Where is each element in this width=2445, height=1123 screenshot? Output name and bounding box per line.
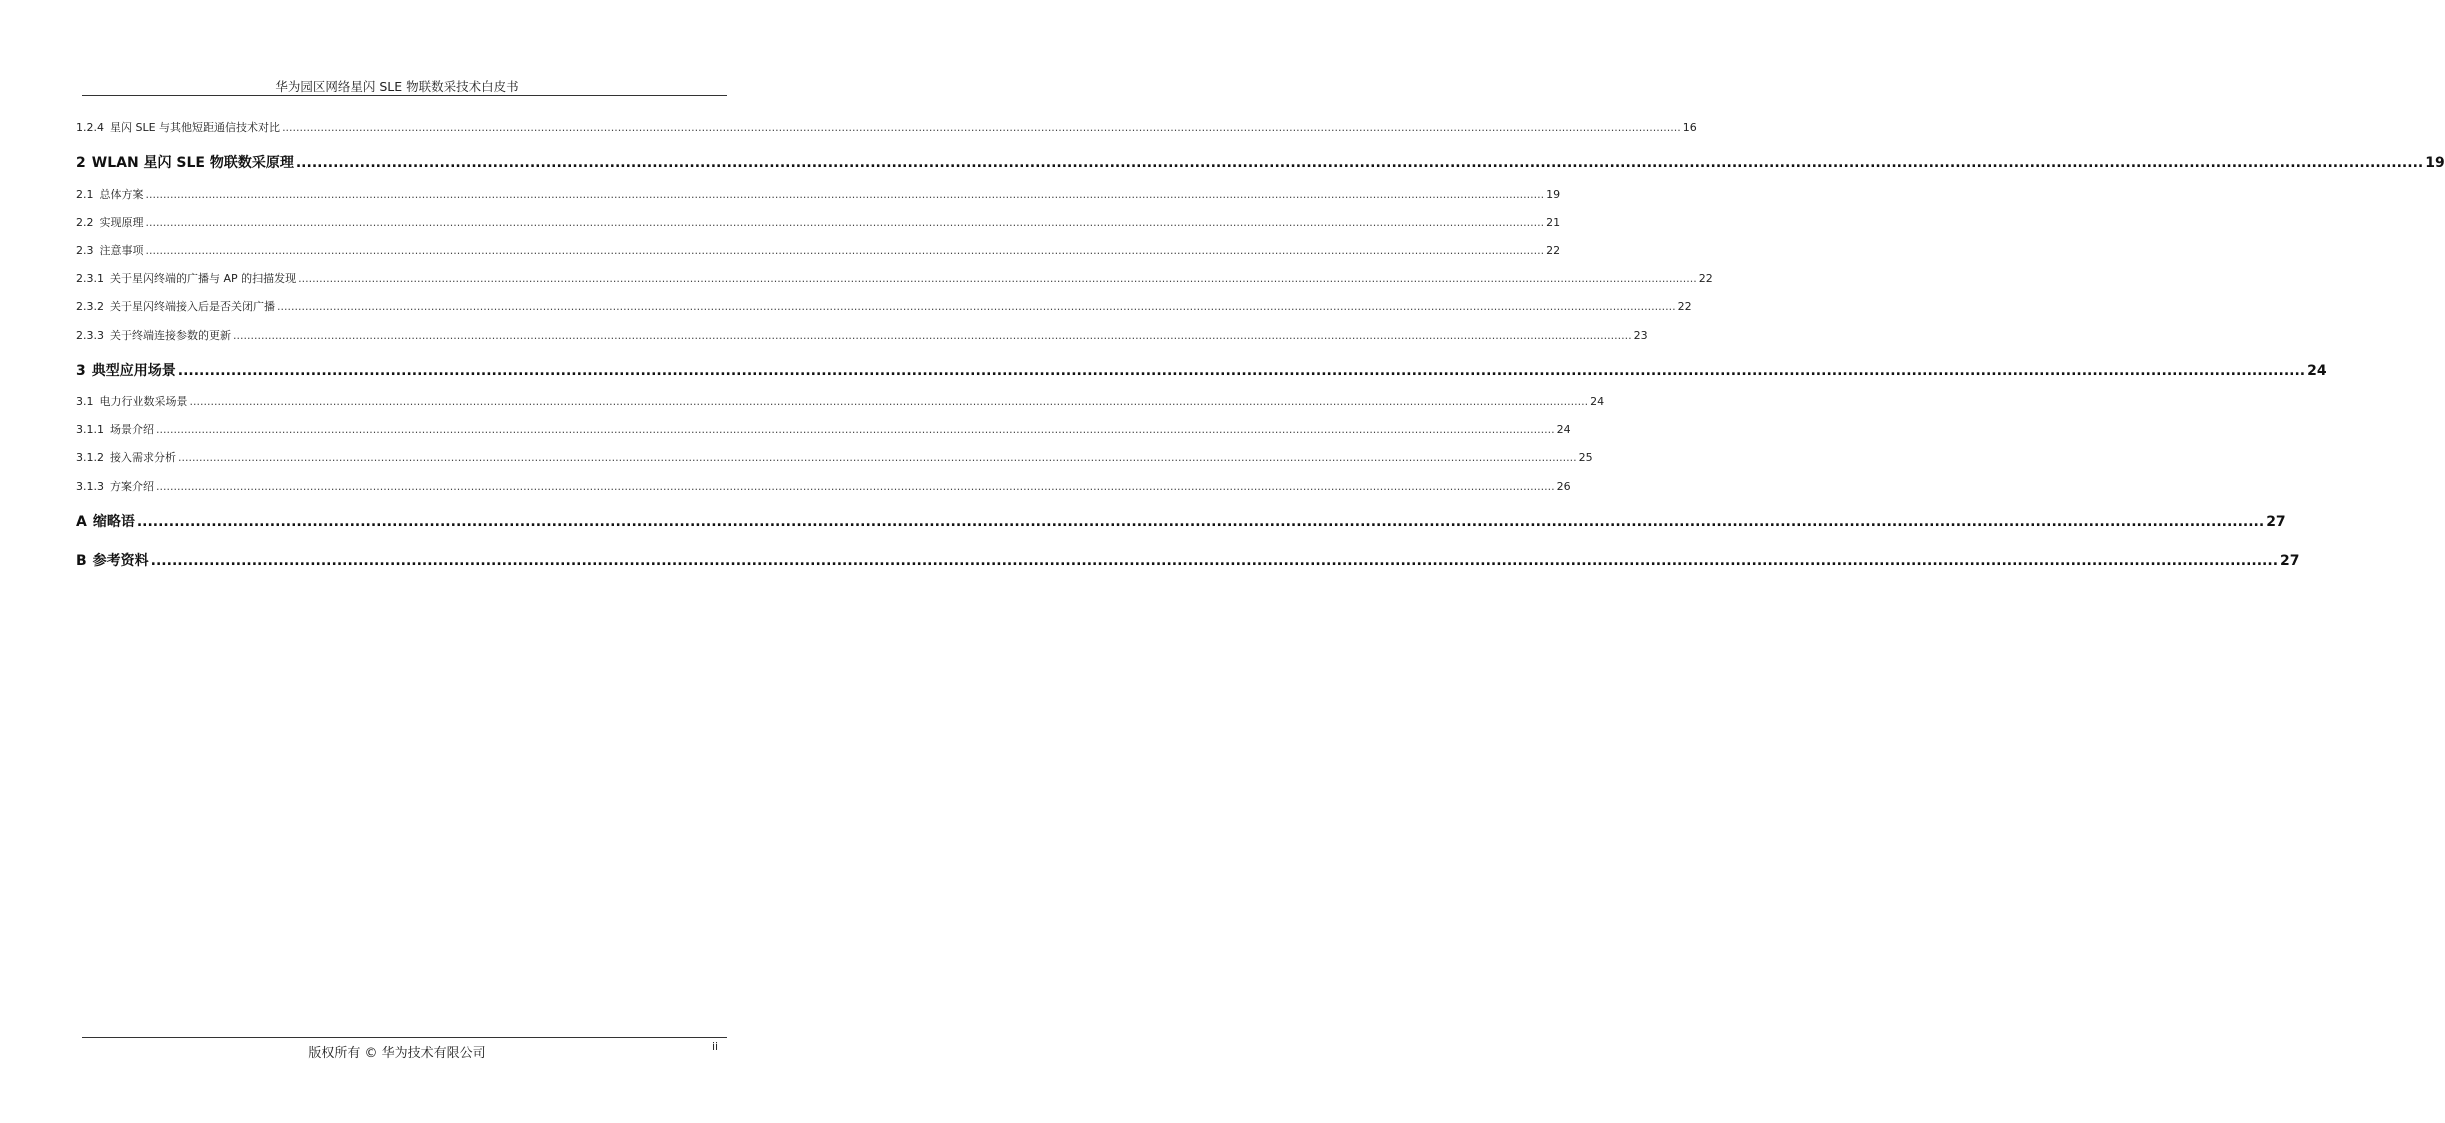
toc-entry-3[interactable] [76, 360, 2327, 380]
toc-leader: ................................................................................................................................................................................................................................................................................................................................................................................................................ [233, 329, 1632, 342]
toc-title: 实现原理 [99, 216, 144, 229]
header-rule [82, 95, 727, 96]
toc-title: 方案介绍 [110, 480, 154, 493]
toc-page-number: 24 [2307, 363, 2327, 379]
toc-title: 星闪 SLE 与其他短距通信技术对比 [110, 121, 281, 134]
toc-page-number: 24 [1590, 395, 1605, 408]
toc-leader: ................................................................................................................................................................................................................................................................................................................................................................................................................ [156, 480, 1555, 493]
toc-page-number: 25 [1578, 451, 1593, 464]
toc-number: 1.2.4 [76, 121, 104, 134]
toc-title: 参考资料 [92, 553, 149, 569]
toc-entry-3-1-2[interactable] [76, 449, 1593, 465]
toc-page-number: 27 [2280, 553, 2300, 569]
toc-page-number: 23 [1633, 329, 1648, 342]
toc-leader: ................................................................................................................................................................................................................................................................................................................................................................................................................ [145, 216, 1545, 229]
page-header-title: 华为园区网络星闪 SLE 物联数采技术白皮书 [275, 79, 519, 94]
toc-page-number: 27 [2266, 514, 2286, 530]
toc-title: 接入需求分析 [110, 451, 176, 464]
toc-leader: ................................................................................................................................................................................................................................................................................................................................................................................................................ [295, 155, 2424, 171]
toc-number: 2.3 [76, 244, 94, 257]
toc-leader: ................................................................................................................................................................................................................................................................................................................................................................................................................ [189, 395, 1589, 408]
toc-entry-2-3-2[interactable] [76, 298, 1692, 314]
toc-title: 关于星闪终端的广播与 AP 的扫描发现 [110, 272, 297, 285]
toc-number: 3.1.1 [76, 423, 104, 436]
toc-number: 3.1.2 [76, 451, 104, 464]
toc-page-number: 22 [1546, 244, 1561, 257]
toc-entry-2[interactable] [76, 152, 2445, 172]
toc-number: 2.3.2 [76, 300, 104, 313]
toc-entry-3-1-3[interactable] [76, 478, 1571, 494]
toc-page-number: 26 [1556, 480, 1571, 493]
toc-leader: ................................................................................................................................................................................................................................................................................................................................................................................................................ [145, 244, 1545, 257]
toc-number: 2.1 [76, 188, 94, 201]
toc-number: 3.1.3 [76, 480, 104, 493]
toc-title: WLAN 星闪 SLE 物联数采原理 [91, 155, 294, 171]
toc-entry-a[interactable] [76, 511, 2286, 531]
toc-page-number: 16 [1682, 121, 1697, 134]
toc-page-number: 19 [2425, 155, 2445, 171]
toc-leader: ................................................................................................................................................................................................................................................................................................................................................................................................................ [145, 188, 1545, 201]
toc-page-number: 22 [1677, 300, 1692, 313]
toc-title: 缩略语 [92, 514, 135, 530]
toc-entry-2-3-1[interactable] [76, 270, 1713, 286]
toc-entry-1-2-4[interactable] [76, 119, 1697, 135]
toc-leader: ................................................................................................................................................................................................................................................................................................................................................................................................................ [136, 514, 2265, 530]
footer-copyright: 版权所有 © 华为技术有限公司 [308, 1046, 486, 1061]
toc-title: 关于星闪终端接入后是否关闭广播 [110, 300, 275, 313]
toc-number: 2.2 [76, 216, 94, 229]
toc-entry-3-1-1[interactable] [76, 421, 1571, 437]
toc-entry-2-3[interactable] [76, 242, 1561, 258]
toc-title: 场景介绍 [110, 423, 154, 436]
toc-entry-2-2[interactable] [76, 214, 1561, 230]
toc-number: 2.3.1 [76, 272, 104, 285]
toc-title: 关于终端连接参数的更新 [110, 329, 231, 342]
toc-title: 注意事项 [99, 244, 144, 257]
toc-leader: ................................................................................................................................................................................................................................................................................................................................................................................................................ [150, 553, 2279, 569]
toc-leader: ................................................................................................................................................................................................................................................................................................................................................................................................................ [277, 300, 1676, 313]
toc-number: A [76, 514, 87, 530]
toc-page-number: 19 [1546, 188, 1561, 201]
toc-number: 3 [76, 363, 86, 379]
toc-title: 总体方案 [99, 188, 144, 201]
toc-leader: ................................................................................................................................................................................................................................................................................................................................................................................................................ [177, 363, 2306, 379]
toc-title: 典型应用场景 [91, 363, 176, 379]
toc-entry-2-3-3[interactable] [76, 327, 1648, 343]
toc-number: 2 [76, 155, 86, 171]
toc-entry-3-1[interactable] [76, 393, 1605, 409]
toc-number: 2.3.3 [76, 329, 104, 342]
toc-number: 3.1 [76, 395, 94, 408]
toc-page-number: 24 [1556, 423, 1571, 436]
toc-page-number: 21 [1546, 216, 1561, 229]
toc-leader: ................................................................................................................................................................................................................................................................................................................................................................................................................ [178, 451, 1577, 464]
toc-title: 电力行业数采场景 [99, 395, 188, 408]
toc-entry-2-1[interactable] [76, 186, 1561, 202]
toc-entry-b[interactable] [76, 550, 2300, 570]
toc-page-number: 22 [1698, 272, 1713, 285]
toc-leader: ................................................................................................................................................................................................................................................................................................................................................................................................................ [156, 423, 1555, 436]
toc-leader: ................................................................................................................................................................................................................................................................................................................................................................................................................ [282, 121, 1681, 134]
toc-leader: ................................................................................................................................................................................................................................................................................................................................................................................................................ [298, 272, 1697, 285]
toc-number: B [76, 553, 87, 569]
footer-rule [82, 1037, 727, 1038]
footer-page-number: ii [712, 1040, 719, 1053]
